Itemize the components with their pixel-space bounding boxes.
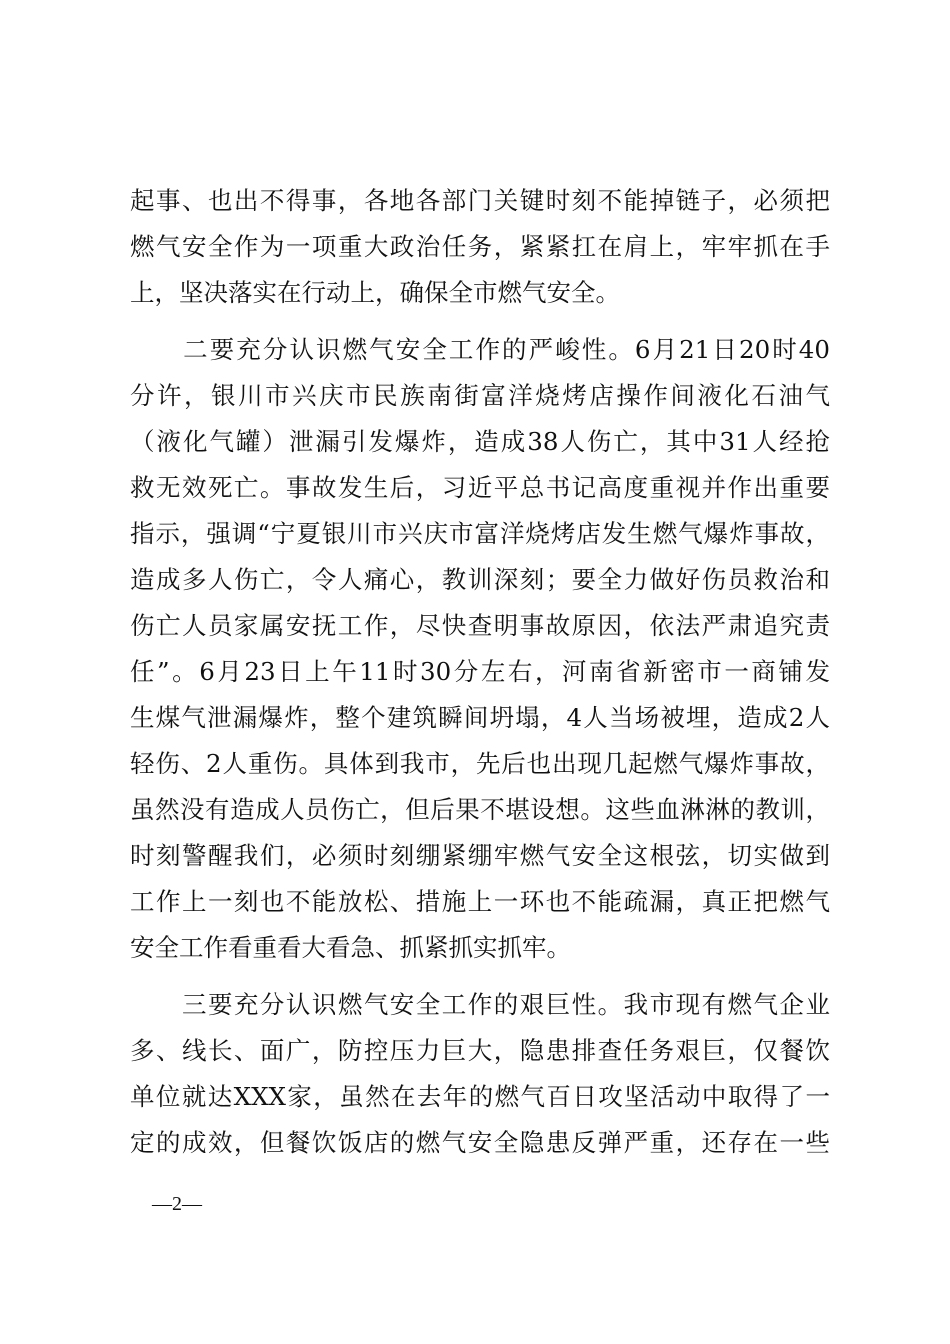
text-line: 定的成效，但餐饮饭店的燃气安全隐患反弹严重，还存在一些	[130, 1128, 830, 1157]
text-line: 上，坚决落实在行动上，确保全市燃气安全。	[130, 278, 620, 307]
page-number: —2—	[152, 1193, 202, 1215]
text-line: 时刻警醒我们，必须时刻绷紧绷牢燃气安全这根弦，切实做到	[130, 841, 830, 870]
body-text	[130, 178, 830, 1166]
text-line: 多、线长、面广，防控压力巨大，隐患排查任务艰巨，仅餐饮	[130, 1036, 830, 1065]
text-line: 分许，银川市兴庆市民族南街富洋烧烤店操作间液化石油气	[130, 381, 830, 410]
paragraph-2	[130, 327, 830, 971]
text-line: 虽然没有造成人员伤亡，但后果不堪设想。这些血淋淋的教训，	[130, 795, 830, 824]
text-line: 轻伤、2人重伤。具体到我市，先后也出现几起燃气爆炸事故，	[130, 749, 830, 778]
text-line: （液化气罐）泄漏引发爆炸，造成38人伤亡，其中31人经抢	[130, 427, 830, 456]
text-line: 单位就达XXX家，虽然在去年的燃气百日攻坚活动中取得了一	[130, 1082, 830, 1111]
paragraph-3	[130, 982, 830, 1166]
text-line: 燃气安全作为一项重大政治任务，紧紧扛在肩上，牢牢抓在手	[130, 232, 830, 261]
paragraph-1	[130, 178, 830, 316]
text-line: 造成多人伤亡，令人痛心，教训深刻；要全力做好伤员救治和	[130, 565, 830, 594]
text-line: 指示，强调“宁夏银川市兴庆市富洋烧烤店发生燃气爆炸事故，	[130, 519, 830, 548]
text-line: 伤亡人员家属安抚工作，尽快查明事故原因，依法严肃追究责	[130, 611, 830, 640]
text-line: 任”。6月23日上午11时30分左右，河南省新密市一商铺发	[130, 657, 830, 686]
text-line: 二要充分认识燃气安全工作的严峻性。6月21日20时40	[130, 335, 830, 364]
text-line: 生煤气泄漏爆炸，整个建筑瞬间坍塌，4人当场被埋，造成2人	[130, 703, 830, 732]
text-line: 起事、也出不得事，各地各部门关键时刻不能掉链子，必须把	[130, 186, 830, 215]
text-line: 三要充分认识燃气安全工作的艰巨性。我市现有燃气企业	[130, 990, 830, 1019]
text-line: 安全工作看重看大看急、抓紧抓实抓牢。	[130, 933, 571, 962]
text-line: 救无效死亡。事故发生后，习近平总书记高度重视并作出重要	[130, 473, 830, 502]
text-line: 工作上一刻也不能放松、措施上一环也不能疏漏，真正把燃气	[130, 887, 830, 916]
